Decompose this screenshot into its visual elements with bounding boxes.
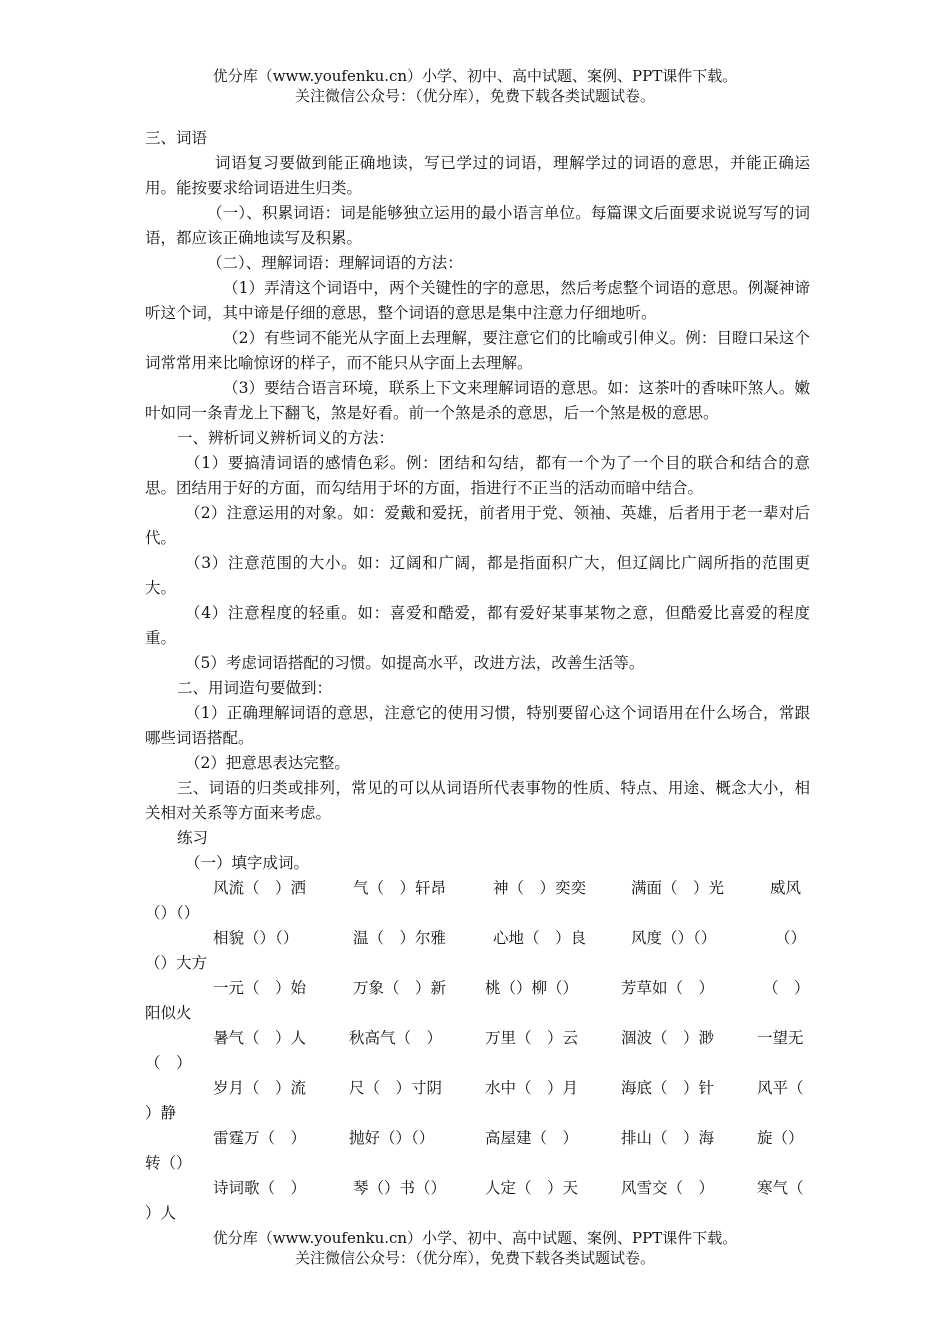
discern-point-2: （2）注意运用的对象。如：爱戴和爱抚，前者用于党、领袖、英雄，后者用于老一辈对后代。 — [145, 504, 810, 547]
grid-item: 暑气（ ）人 — [213, 1029, 307, 1047]
grid-row — [145, 876, 810, 926]
page-header — [0, 66, 950, 106]
grid-item: 海底（ ）针 — [621, 1079, 715, 1097]
grid-item: 高屋建（ ） — [485, 1129, 579, 1147]
grid-item: 一望无 — [757, 1029, 804, 1047]
understand-point-2: （2）有些词不能光从字面上去理解，要注意它们的比喻或引伸义。例：目瞪口呆这个词常常用来比喻惊讶的样子，而不能只从字面上去理解。 — [145, 329, 810, 372]
discern-heading: 一、辨析词义辨析词义的方法： — [177, 429, 395, 447]
grid-item-continuation: ）人 — [145, 1204, 177, 1222]
discern-point-1: （1）要搞清词语的感情色彩。例：团结和勾结，都有一个为了一个目的联合和结合的意思。团结用于好的方面，而勾结用于坏的方面，指进行不正当的活动而暗中结合。 — [145, 454, 810, 497]
grid-item: 雷霆万（ ） — [213, 1129, 307, 1147]
grid-item: 心地（ ）良 — [493, 929, 587, 947]
grid-item: 温（ ）尔雅 — [353, 929, 447, 947]
practice-title: 练习 — [177, 829, 209, 847]
section-title: 三、词语 — [145, 129, 208, 147]
grid-item: 风流（ ）洒 — [213, 879, 307, 897]
grid-item: 气（ ）轩昂 — [353, 879, 447, 897]
grid-item: 一元（ ）始 — [213, 979, 307, 997]
grid-item: 满面（ ）光 — [631, 879, 725, 897]
grid-item: 桃（）柳（） — [485, 979, 579, 997]
understand-point-1: （1）弄清这个词语中，两个关键性的字的意思，然后考虑整个词语的意思。例凝神谛听这个词，其中谛是仔细的意思，整个词语的意思是集中注意力仔细地听。 — [145, 279, 810, 322]
grid-row — [145, 1126, 810, 1176]
grid-item-continuation: ）静 — [145, 1104, 177, 1122]
grid-item: 风雪交（ ） — [621, 1179, 715, 1197]
grid-row — [145, 1026, 810, 1076]
discern-point-3: （3）注意范围的大小。如：辽阔和广阔，都是指面积广大，但辽阔比广阔所指的范围更大。 — [145, 554, 810, 597]
discern-point-5: （5）考虑词语搭配的习惯。如提高水平，改进方法，改善生活等。 — [185, 654, 645, 672]
grid-row — [145, 926, 810, 976]
grid-item: 秋高气（ ） — [349, 1029, 443, 1047]
grid-item: 寒气（ — [757, 1179, 804, 1197]
intro-paragraph: 词语复习要做到能正确地读，写已学过的词语，理解学过的词语的意思，并能正确运用。能按要求给词语进生归类。 — [145, 154, 810, 197]
grid-item: 抛好（）（） — [349, 1129, 435, 1147]
grid-item: 神（ ）奕奕 — [493, 879, 587, 897]
grid-item: （） — [775, 929, 807, 947]
sentence-point-2: （2）把意思表达完整。 — [185, 754, 350, 772]
understand-point-3: （3）要结合语言环境，联系上下文来理解词语的意思。如：这茶叶的香味吓煞人。嫩叶如同一条青龙上下翻飞，煞是好看。前一个煞是杀的意思，后一个煞是极的意思。 — [145, 379, 810, 422]
header-line-2: 关注微信公众号：（优分库），免费下载各类试题试卷。 — [294, 87, 655, 105]
sentence-point-1: （1）正确理解词语的意思，注意它的使用习惯，特别要留心这个词语用在什么场合，常跟哪些词语搭配。 — [145, 704, 810, 747]
document-body — [145, 126, 810, 1226]
page-footer — [0, 1228, 950, 1268]
grid-item-continuation: （）大方 — [145, 954, 208, 972]
grid-item: 相貌（）（） — [213, 929, 299, 947]
grid-item-continuation: （ ） — [145, 1054, 192, 1072]
accumulate-paragraph: （一）、积累词语：词是能够独立运用的最小语言单位。每篇课文后面要求说说写写的词语，都应该正确地读写及积累。 — [145, 204, 810, 247]
grid-item: 风平（ — [757, 1079, 804, 1097]
grid-item: 人定（ ）天 — [485, 1179, 579, 1197]
grid-item-continuation: 阳似火 — [145, 1004, 192, 1022]
header-line-1: 优分库（www.youfenku.cn）小学、初中、高中试题、案例、PPT课件下载。 — [212, 67, 738, 85]
grid-item: 诗词歌（ ） — [213, 1179, 307, 1197]
grid-item: 岁月（ ）流 — [213, 1079, 307, 1097]
fill-exercise-title: （一）填字成词。 — [185, 854, 310, 872]
grid-item-continuation: （）（） — [145, 904, 200, 922]
grid-row — [145, 1176, 810, 1226]
grid-row — [145, 976, 810, 1026]
grid-item: 万象（ ）新 — [353, 979, 447, 997]
grid-item: 排山（ ）海 — [621, 1129, 715, 1147]
footer-line-1: 优分库（www.youfenku.cn）小学、初中、高中试题、案例、PPT课件下载。 — [212, 1229, 738, 1247]
grid-item-continuation: 转（） — [145, 1154, 192, 1172]
footer-line-2: 关注微信公众号：（优分库），免费下载各类试题试卷。 — [294, 1249, 655, 1267]
fill-in-grid — [145, 876, 810, 1226]
grid-item: （ ） — [763, 979, 810, 997]
grid-item: 水中（ ）月 — [485, 1079, 579, 1097]
discern-point-4: （4）注意程度的轻重。如：喜爱和酷爱，都有爱好某事某物之意，但酷爱比喜爱的程度重。 — [145, 604, 810, 647]
grid-item: 风度（）（） — [631, 929, 717, 947]
grid-item: 芳草如（ ） — [621, 979, 715, 997]
grid-row — [145, 1076, 810, 1126]
grid-item: 旋（） — [757, 1129, 804, 1147]
grid-item: 尺（ ）寸阴 — [349, 1079, 443, 1097]
grid-item: 万里（ ）云 — [485, 1029, 579, 1047]
sentence-heading: 二、用词造句要做到： — [177, 679, 333, 697]
grid-item: 威风 — [770, 879, 802, 897]
grid-item: 涸波（ ）渺 — [621, 1029, 715, 1047]
classify-paragraph: 三、词语的归类或排列，常见的可以从词语所代表事物的性质、特点、用途、概念大小，相关相对关系等方面来考虑。 — [145, 779, 810, 822]
understand-heading: （二）、理解词语：理解词语的方法： — [207, 254, 463, 272]
grid-item: 琴（）书（） — [353, 1179, 447, 1197]
